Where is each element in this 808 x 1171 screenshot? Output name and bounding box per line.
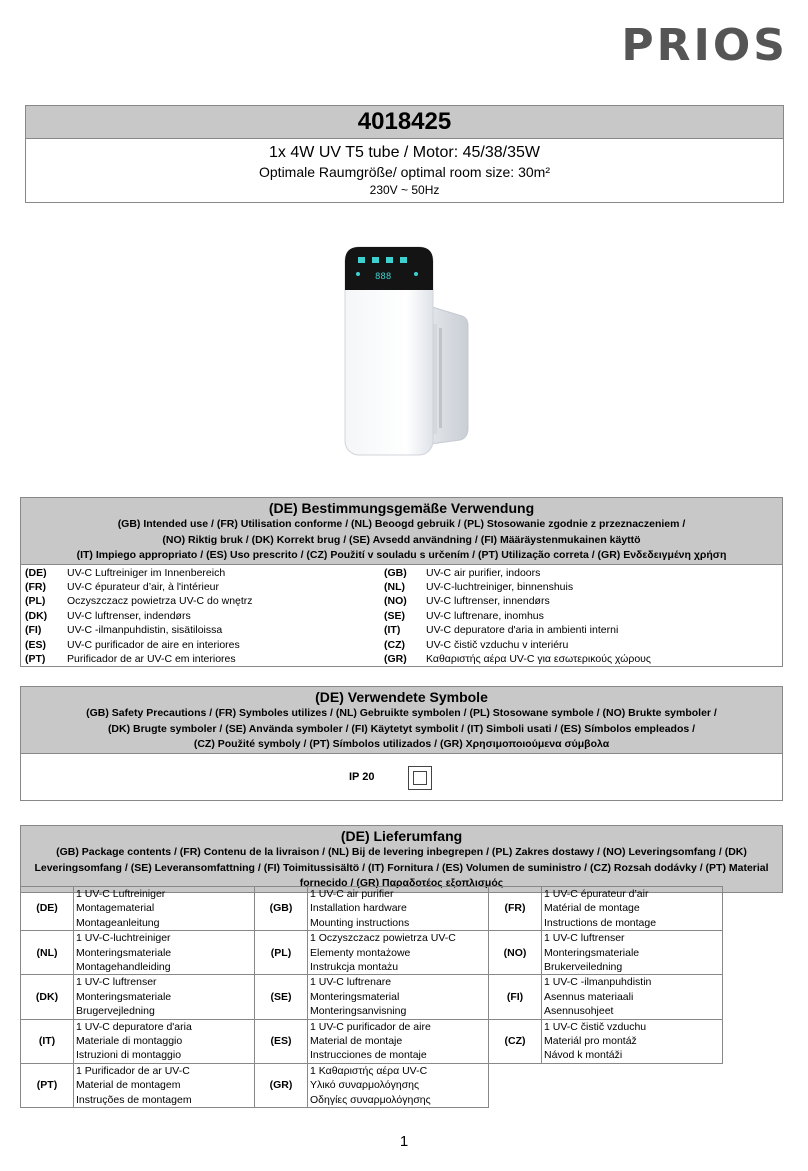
lang-code: (PT) <box>21 1063 74 1107</box>
package-items: 1 UV-C luftrenser Monteringsmateriale Brukerveiledning <box>542 931 723 975</box>
use-text: UV-C air purifier, indoors <box>426 566 541 579</box>
package-items: 1 Purificador de ar UV-C Material de montagem Instruções de montagem <box>74 1063 255 1107</box>
lang-code: (SE) <box>384 609 405 622</box>
brand-logo: PRIOS <box>621 20 788 71</box>
symbols-subtitle-1: (GB) Safety Precautions / (FR) Symboles utilizes / (NL) Gebruikte symbolen / (PL) Stosowane symbole / (NO) Brukte symboler / <box>86 707 717 719</box>
package-items: 1 UV-C luftrenare Monteringsmaterial Monteringsanvisning <box>308 975 489 1019</box>
table-row <box>21 1063 723 1107</box>
package-contents-section <box>20 825 783 893</box>
lang-code: (ES) <box>25 638 46 651</box>
package-items: 1 Καθαριστής αέρα UV-C Υλικό συναρμολόγησης Οδηγίες συναρμολόγησης <box>308 1063 489 1107</box>
use-text: UV-C luftrenare, inomhus <box>426 609 544 622</box>
symbols-section <box>20 686 783 801</box>
package-subtitle-1: (GB) Package contents / (FR) Contenu de la livraison / (NL) Bij de levering inbegrepen / (PL) Zakres dostawy / (NO) Leveringsomfang / (DK) <box>56 846 747 858</box>
package-subtitle-2: Leveringsomfang / (SE) Leveransomfattning / (FI) Toimitussisältö / (IT) Fornitura / (ES) Volumen de suministro / (CZ) Rozsah dodávky / (PT) Material <box>34 861 769 874</box>
use-text: Oczyszczacz powietrza UV-C do wnętrz <box>67 595 253 608</box>
lang-code: (NL) <box>384 580 405 593</box>
symbols-title: (DE) Verwendete Symbole <box>315 689 488 705</box>
article-number: 4018425 <box>26 106 783 139</box>
symbols-subtitle-3: (CZ) Použité symboly / (PT) Símbolos utilizados / (GR) Χρησιμοποιούμενα σύμβολα <box>193 738 610 750</box>
lang-code: (DE) <box>25 566 47 579</box>
package-items: 1 UV-C purificador de aire Material de montaje Instrucciones de montaje <box>308 1019 489 1063</box>
lang-code: (PL) <box>25 595 46 608</box>
package-items: 1 Oczyszczacz powietrza UV-C Elementy montażowe Instrukcja montażu <box>308 931 489 975</box>
table-row <box>21 975 723 1019</box>
lang-code: (FR) <box>489 887 542 931</box>
lang-code: (PT) <box>25 652 46 665</box>
lang-code: (DK) <box>21 975 74 1019</box>
product-header <box>25 105 784 203</box>
use-text: UV-C depuratore d'aria in ambienti interni <box>426 624 619 637</box>
use-text: UV-C -ilmanpuhdistin, sisätiloissa <box>67 624 223 637</box>
lang-code: (NO) <box>384 595 407 608</box>
lang-code: (FR) <box>25 580 46 593</box>
intended-use-list <box>21 564 782 667</box>
intended-use-title: (DE) Bestimmungsgemäße Verwendung <box>268 500 535 516</box>
symbols-subtitle-2: (DK) Brugte symboler / (SE) Använda symboler / (FI) Käytetyt symbolit / (IT) Simboli usati / (ES) Símbolos empleados / <box>107 722 696 735</box>
package-items: 1 UV-C épurateur d’air Matérial de montage Instructions de montage <box>542 887 723 931</box>
intended-use-section <box>20 497 783 667</box>
use-text: UV-C luftrenser, innendørs <box>426 595 550 608</box>
use-text: UV-C purificador de aire en interiores <box>67 638 240 651</box>
spec-line-2: Optimale Raumgröße/ optimal room size: 30m² <box>259 164 550 180</box>
package-items: 1 UV-C čistič vzduchu Materiál pro montáž Návod k montáži <box>542 1019 723 1063</box>
protection-class-ii-icon <box>408 766 432 790</box>
lang-code: (GB) <box>384 566 407 579</box>
use-text: Καθαριστής αέρα UV-C για εσωτερικούς χώρους <box>426 652 651 665</box>
use-text: UV-C Luftreiniger im Innenbereich <box>67 566 226 579</box>
table-row <box>21 931 723 975</box>
package-items: 1 UV-C air purifier Installation hardware Mounting instructions <box>308 887 489 931</box>
package-subtitle-3: fornecido / (GR) Παραδοτέος εξοπλισμός <box>299 877 504 889</box>
use-text: UV-C épurateur d’air, à l'intérieur <box>67 580 219 593</box>
lang-code: (SE) <box>255 975 308 1019</box>
lang-code: (PL) <box>255 931 308 975</box>
ip-rating: IP 20 <box>349 770 375 783</box>
lang-code: (ES) <box>255 1019 308 1063</box>
lang-code: (GR) <box>255 1063 308 1107</box>
package-title: (DE) Lieferumfang <box>340 828 463 844</box>
spec-line-1: 1x 4W UV T5 tube / Motor: 45/38/35W <box>269 144 540 161</box>
package-items: 1 UV-C depuratore d'aria Materiale di montaggio Istruzioni di montaggio <box>74 1019 255 1063</box>
svg-text:888: 888 <box>375 272 392 282</box>
lang-code: (FI) <box>489 975 542 1019</box>
table-row <box>21 887 723 931</box>
intended-use-subtitle-2: (NO) Riktig bruk / (DK) Korrekt brug / (SE) Avsedd användning / (FI) Määräystenmukainen käyttö <box>162 533 641 546</box>
lang-code: (CZ) <box>489 1019 542 1063</box>
intended-use-subtitle-3: (IT) Impiego appropriato / (ES) Uso prescrito / (CZ) Použití v souladu s určením / (PT) Utilização correta / (GR) Ενδεδειγμένη χρήση <box>76 549 727 561</box>
package-items: 1 UV-C Luftreiniger Montagematerial Montageanleitung <box>74 887 255 931</box>
page-number: 1 <box>399 1133 409 1150</box>
package-items: 1 UV-C-luchtreiniger Monteringsmateriale Montagehandleiding <box>74 931 255 975</box>
product-image-air-purifier <box>330 232 480 472</box>
use-text: UV-C-luchtreiniger, binnenshuis <box>426 580 574 593</box>
use-text: UV-C luftrenser, indendørs <box>67 609 191 622</box>
lang-code: (IT) <box>384 624 401 637</box>
lang-code: (NL) <box>21 931 74 975</box>
package-items: 1 UV-C luftrenser Monteringsmateriale Brugervejledning <box>74 975 255 1019</box>
intended-use-subtitle-1: (GB) Intended use / (FR) Utilisation conforme / (NL) Beoogd gebruik / (PL) Stosowanie zgodnie z przeznaczeniem / <box>117 518 686 530</box>
symbols-row <box>21 753 782 800</box>
lang-code: (IT) <box>21 1019 74 1063</box>
package-contents-table <box>20 886 723 1108</box>
lang-code: (NO) <box>489 931 542 975</box>
lang-code: (GR) <box>384 652 407 665</box>
package-items: 1 UV-C -ilmanpuhdistin Asennus materiaali Asennusohjeet <box>542 975 723 1019</box>
spec-line-3: 230V ~ 50Hz <box>369 183 440 197</box>
lang-code: (FI) <box>25 624 42 637</box>
lang-code: (GB) <box>255 887 308 931</box>
use-text: Purificador de ar UV-C em interiores <box>67 652 236 665</box>
lang-code: (DE) <box>21 887 74 931</box>
use-text: UV-C čistič vzduchu v interiéru <box>426 638 569 651</box>
product-specs <box>26 139 783 202</box>
lang-code: (CZ) <box>384 638 405 651</box>
lang-code: (DK) <box>25 609 48 622</box>
table-row <box>21 1019 723 1063</box>
